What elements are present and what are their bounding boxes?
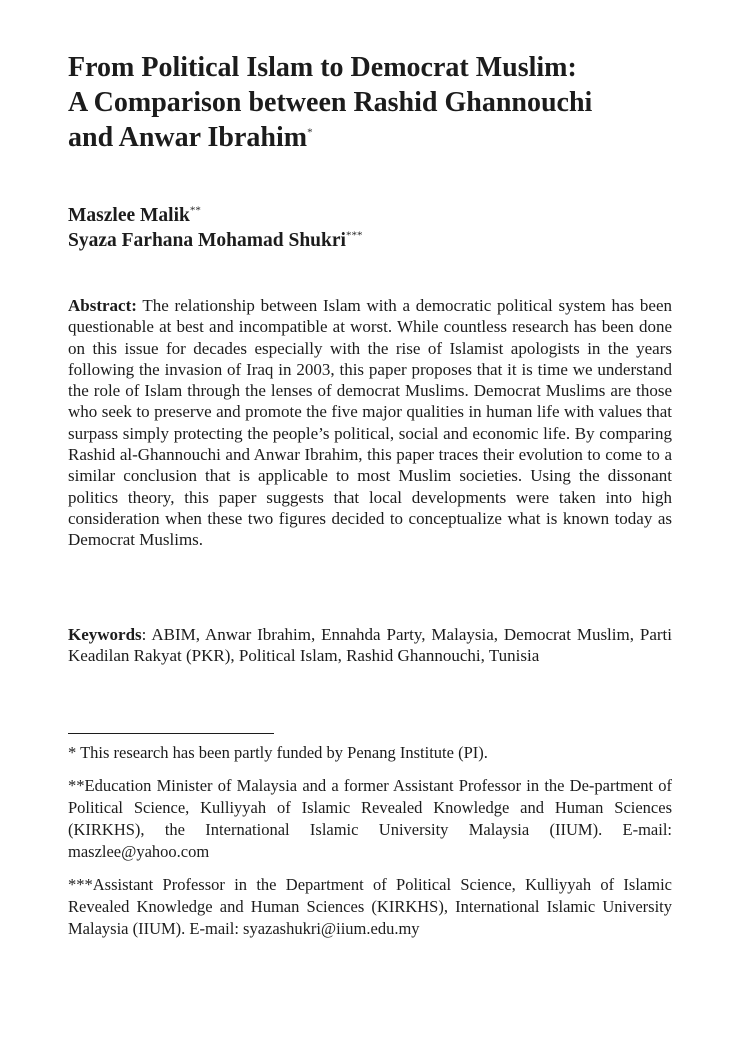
title-footnote-mark: * xyxy=(307,126,313,139)
abstract-label: Abstract: xyxy=(68,296,137,315)
abstract xyxy=(68,295,672,551)
title-line-2: A Comparison between Rashid Ghannouchi xyxy=(68,87,593,118)
footnote-3: ***Assistant Professor in the Department of Political Science, Kulliyyah of Islamic Revealed Knowledge and Human Sciences (KIRKHS), International Islamic University Malaysia (IIUM). E-mail: syazashukri@iium.edu.my xyxy=(68,875,672,938)
footnote-1: * This research has been partly funded by Penang Institute (PI). xyxy=(68,743,488,762)
title-line-1: From Political Islam to Democrat Muslim: xyxy=(68,52,577,83)
keywords-label: Keywords xyxy=(68,625,142,644)
author-2 xyxy=(68,228,688,253)
abstract-text: The relationship between Islam with a democratic political system has been questionable at best and incompatible at worst. While countless research has been done on this issue for decades especially with the rise of Islamist apologists in the years following the invasion of Iraq in 2003, this paper proposes that it is time we understand the role of Islam through the lenses of democrat Muslims. Democrat Muslims are those who seek to preserve and promote the five major qualities in human life with values that surpass simply protecting the people’s political, social and economic life. By comparing Rashid al-Ghannouchi and Anwar Ibrahim, this paper traces their evolution to come to a similar conclusion that is applicable to most Muslim societies. Using the dissonant politics theory, this paper suggests that local developments were taken into high consideration when these two figures decided to conceptualize what is known today as Democrat Muslims. xyxy=(68,296,672,550)
author-list xyxy=(68,203,688,253)
author-1-footnote-mark: ** xyxy=(189,204,201,217)
footnote-divider xyxy=(68,733,274,734)
keywords xyxy=(68,624,672,667)
author-2-footnote-mark: *** xyxy=(345,229,363,242)
footnote-2: **Education Minister of Malaysia and a former Assistant Professor in the De-partment of Political Science, Kulliyyah of Islamic Revealed Knowledge and Human Sciences (KIRKHS), the International Islamic University Malaysia (IIUM). E-mail: maszlee@yahoo.com xyxy=(68,776,672,861)
author-1-name: Maszlee Malik xyxy=(68,205,190,226)
paper-title xyxy=(68,50,688,155)
author-2-name: Syaza Farhana Mohamad Shukri xyxy=(68,230,346,251)
keywords-text: : ABIM, Anwar Ibrahim, Ennahda Party, Malaysia, Democrat Muslim, Parti Keadilan Rakyat (PKR), Political Islam, Rashid Ghannouchi, Tunisia xyxy=(68,625,672,666)
author-1 xyxy=(68,203,688,228)
title-line-3: and Anwar Ibrahim xyxy=(68,122,308,153)
